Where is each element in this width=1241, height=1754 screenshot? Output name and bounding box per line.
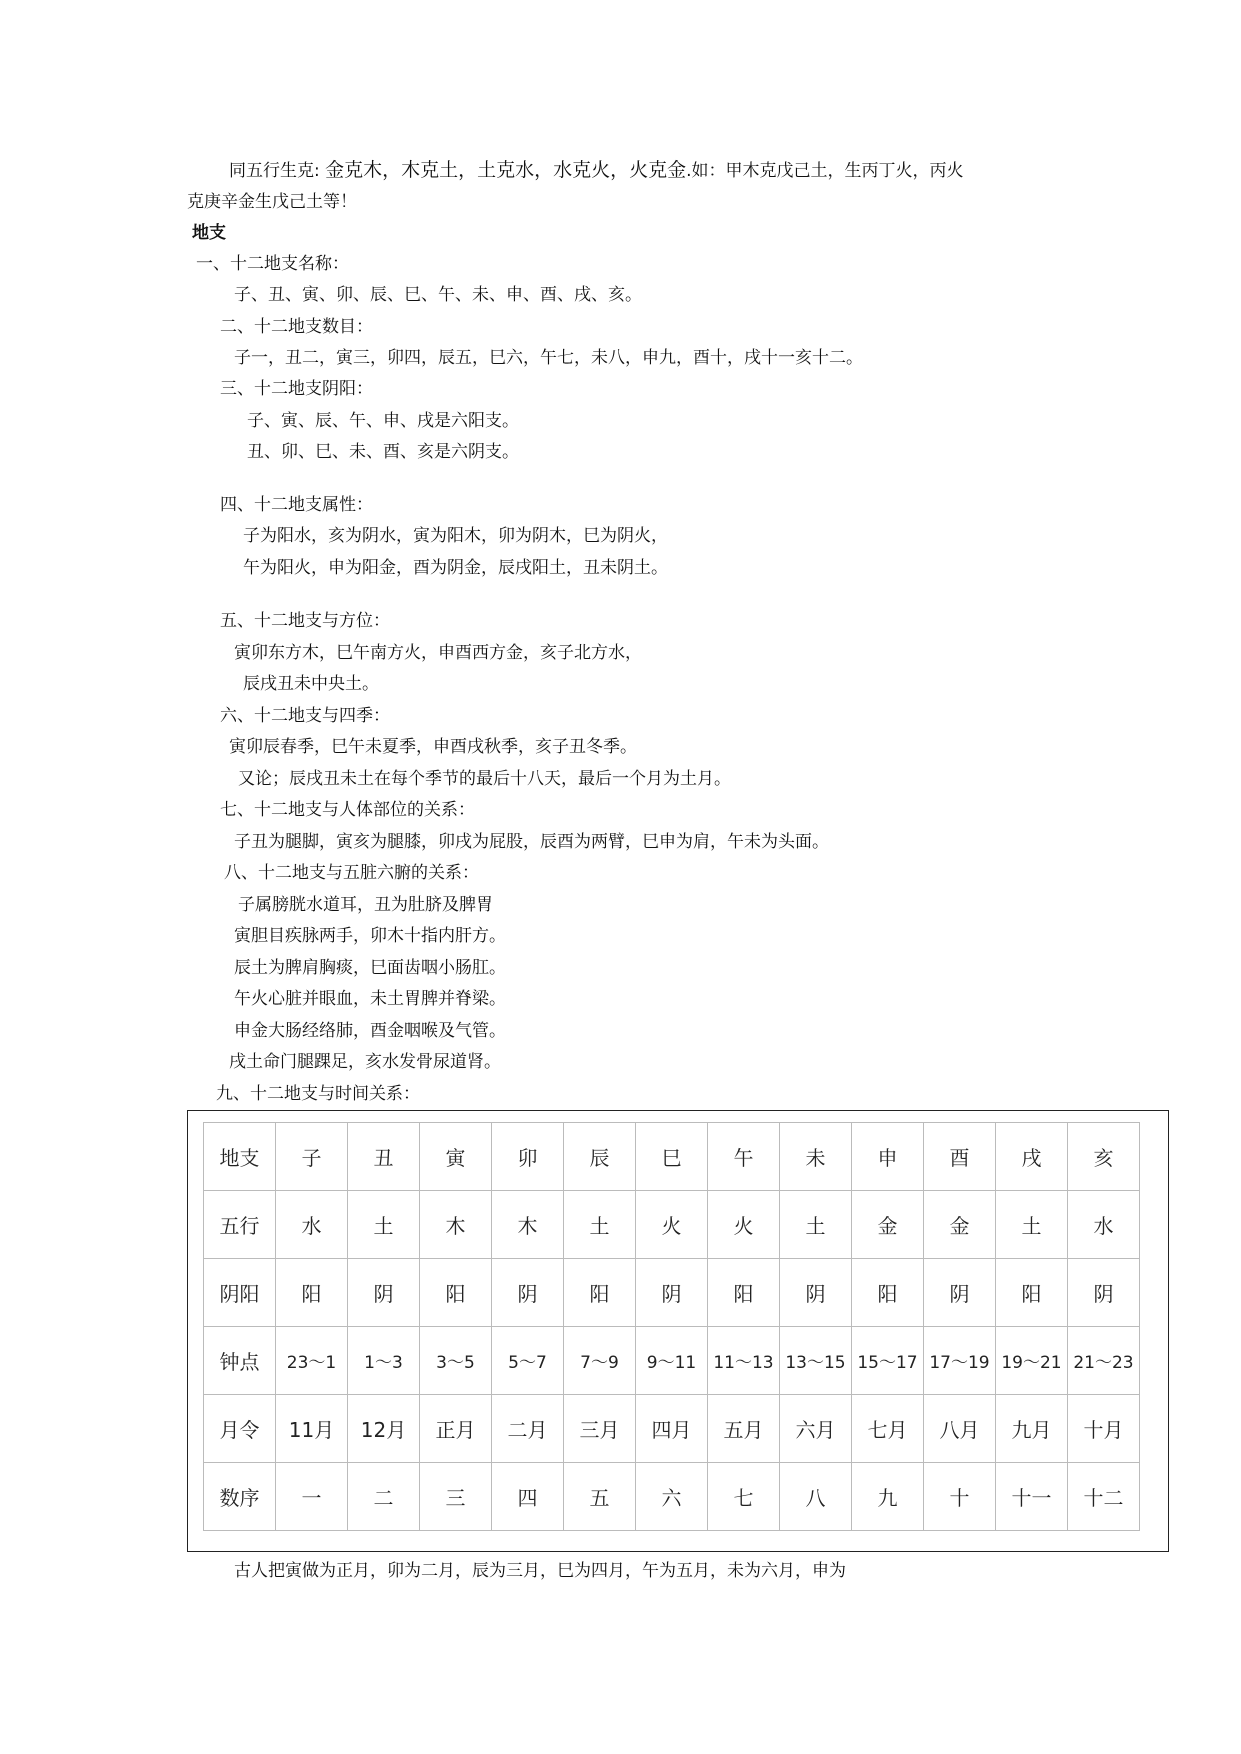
table-cell: 寅 [420, 1123, 492, 1191]
table-cell: 木 [420, 1191, 492, 1259]
table-cell: 阴 [780, 1259, 852, 1327]
table-cell: 12月 [348, 1395, 420, 1463]
table-cell: 水 [276, 1191, 348, 1259]
table-cell: 7～9 [564, 1327, 636, 1395]
table-cell: 21～23 [1068, 1327, 1140, 1395]
table-cell: 15～17 [852, 1327, 924, 1395]
s5-title: 五、十二地支与方位： [220, 611, 390, 631]
table-cell: 丑 [348, 1123, 420, 1191]
table-cell: 阳 [996, 1259, 1068, 1327]
table-cell: 未 [780, 1123, 852, 1191]
table-cell: 1～3 [348, 1327, 420, 1395]
table-cell: 17～19 [924, 1327, 996, 1395]
row-header: 地支 [204, 1123, 276, 1191]
table-row [204, 1259, 1140, 1327]
s8-title: 八、十二地支与五脏六腑的关系： [224, 863, 479, 883]
table-cell: 阴 [1068, 1259, 1140, 1327]
s8-line-1: 子属膀胱水道耳，丑为肚脐及脾胃 [238, 895, 493, 915]
table-cell: 三月 [564, 1395, 636, 1463]
table-cell: 六月 [780, 1395, 852, 1463]
row-header: 数序 [204, 1463, 276, 1531]
table-cell: 辰 [564, 1123, 636, 1191]
table-cell: 二月 [492, 1395, 564, 1463]
table-cell: 子 [276, 1123, 348, 1191]
table-cell: 土 [780, 1191, 852, 1259]
table-cell: 水 [1068, 1191, 1140, 1259]
section-title: 地支 [192, 223, 226, 243]
table-cell: 一 [276, 1463, 348, 1531]
s2-line: 子一，丑二，寅三，卯四，辰五，巳六，午七，未八，申九，酉十，戌十一亥十二。 [234, 348, 863, 368]
table-cell: 七 [708, 1463, 780, 1531]
table-cell: 阳 [564, 1259, 636, 1327]
s8-line-4: 午火心脏并眼血，未土胃脾并脊梁。 [234, 989, 506, 1009]
table-cell: 火 [708, 1191, 780, 1259]
footer-line: 古人把寅做为正月，卯为二月，辰为三月，巳为四月，午为五月，未为六月，申为 [234, 1561, 846, 1581]
table-cell: 酉 [924, 1123, 996, 1191]
table-cell: 三 [420, 1463, 492, 1531]
table-cell: 阳 [276, 1259, 348, 1327]
intro-line-2: 克庚辛金生戊己土等！ [187, 192, 357, 212]
table-cell: 11月 [276, 1395, 348, 1463]
s6-line-2: 又论；辰戌丑未土在每个季节的最后十八天，最后一个月为土月。 [238, 769, 731, 789]
row-header: 五行 [204, 1191, 276, 1259]
s7-title: 七、十二地支与人体部位的关系： [220, 800, 475, 820]
table-cell: 9～11 [636, 1327, 708, 1395]
table-cell: 戌 [996, 1123, 1068, 1191]
table-cell: 阳 [420, 1259, 492, 1327]
s8-line-3: 辰土为脾肩胸痰，巳面齿咽小肠肛。 [234, 958, 506, 978]
table-cell: 13～15 [780, 1327, 852, 1395]
table-cell: 卯 [492, 1123, 564, 1191]
s4-title: 四、十二地支属性： [220, 495, 373, 515]
row-header: 阴阳 [204, 1259, 276, 1327]
table-cell: 土 [564, 1191, 636, 1259]
s8-line-5: 申金大肠经络肺，酉金咽喉及气管。 [234, 1021, 506, 1041]
s8-line-6: 戌土命门腿踝足，亥水发骨尿道肾。 [229, 1052, 501, 1072]
table-row [204, 1327, 1140, 1395]
table-cell: 3～5 [420, 1327, 492, 1395]
table-cell: 阴 [348, 1259, 420, 1327]
s3-line-2: 丑、卯、巳、未、酉、亥是六阴支。 [247, 442, 519, 462]
table-cell: 四月 [636, 1395, 708, 1463]
s9-title: 九、十二地支与时间关系： [216, 1084, 420, 1104]
table-cell: 木 [492, 1191, 564, 1259]
s3-title: 三、十二地支阴阳： [220, 379, 373, 399]
s7-line: 子丑为腿脚，寅亥为腿膝，卯戌为屁股，辰酉为两臂，巳申为肩，午未为头面。 [234, 832, 829, 852]
table-cell: 午 [708, 1123, 780, 1191]
table-cell: 11～13 [708, 1327, 780, 1395]
table-cell: 土 [348, 1191, 420, 1259]
table-cell: 亥 [1068, 1123, 1140, 1191]
s1-title: 一、十二地支名称： [196, 254, 349, 274]
table-row [204, 1191, 1140, 1259]
s5-line-1: 寅卯东方木，巳午南方火，申酉西方金，亥子北方水， [234, 643, 642, 663]
table-row [204, 1395, 1140, 1463]
intro-emphasis: 金克木，木克土，土克水，水克火，火克金 [325, 159, 687, 181]
intro-tail: .如：甲木克戊己土，生丙丁火，丙火 [686, 161, 964, 181]
table-cell: 八 [780, 1463, 852, 1531]
table-row [204, 1123, 1140, 1191]
s1-line: 子、丑、寅、卯、辰、巳、午、未、申、酉、戌、亥。 [234, 285, 642, 305]
s4-line-2: 午为阳火，申为阳金，酉为阴金，辰戌阳土，丑未阴土。 [243, 558, 668, 578]
table-cell: 土 [996, 1191, 1068, 1259]
table-cell: 19～21 [996, 1327, 1068, 1395]
s2-title: 二、十二地支数目： [220, 317, 373, 337]
table-cell: 5～7 [492, 1327, 564, 1395]
table-cell: 阴 [924, 1259, 996, 1327]
table-cell: 七月 [852, 1395, 924, 1463]
table-row [204, 1463, 1140, 1531]
table-cell: 申 [852, 1123, 924, 1191]
table-cell: 金 [852, 1191, 924, 1259]
intro-line-1 [229, 159, 964, 182]
s4-line-1: 子为阳水，亥为阴水，寅为阳木，卯为阴木，巳为阴火， [243, 526, 668, 546]
s6-line-1: 寅卯辰春季，巳午未夏季，申酉戌秋季，亥子丑冬季。 [229, 737, 637, 757]
s6-title: 六、十二地支与四季： [220, 706, 390, 726]
table-cell: 二 [348, 1463, 420, 1531]
table-cell: 十月 [1068, 1395, 1140, 1463]
row-header: 钟点 [204, 1327, 276, 1395]
table-cell: 火 [636, 1191, 708, 1259]
intro-lead: 同五行生克: [229, 161, 320, 181]
table-cell: 十一 [996, 1463, 1068, 1531]
table-cell: 阳 [708, 1259, 780, 1327]
table-cell: 六 [636, 1463, 708, 1531]
s5-line-2: 辰戌丑未中央土。 [243, 674, 379, 694]
table-cell: 正月 [420, 1395, 492, 1463]
table-cell: 十二 [1068, 1463, 1140, 1531]
table-cell: 阴 [636, 1259, 708, 1327]
table-cell: 九 [852, 1463, 924, 1531]
table-cell: 巳 [636, 1123, 708, 1191]
time-table-frame [187, 1110, 1169, 1552]
table-cell: 金 [924, 1191, 996, 1259]
table-cell: 五 [564, 1463, 636, 1531]
table-cell: 五月 [708, 1395, 780, 1463]
table-cell: 八月 [924, 1395, 996, 1463]
table-cell: 阳 [852, 1259, 924, 1327]
table-cell: 阴 [492, 1259, 564, 1327]
s8-line-2: 寅胆目疾脉两手，卯木十指内肝方。 [234, 926, 506, 946]
table-cell: 23～1 [276, 1327, 348, 1395]
table-cell: 十 [924, 1463, 996, 1531]
row-header: 月令 [204, 1395, 276, 1463]
table-cell: 九月 [996, 1395, 1068, 1463]
time-table [203, 1122, 1140, 1531]
s3-line-1: 子、寅、辰、午、申、戌是六阳支。 [247, 411, 519, 431]
table-cell: 四 [492, 1463, 564, 1531]
